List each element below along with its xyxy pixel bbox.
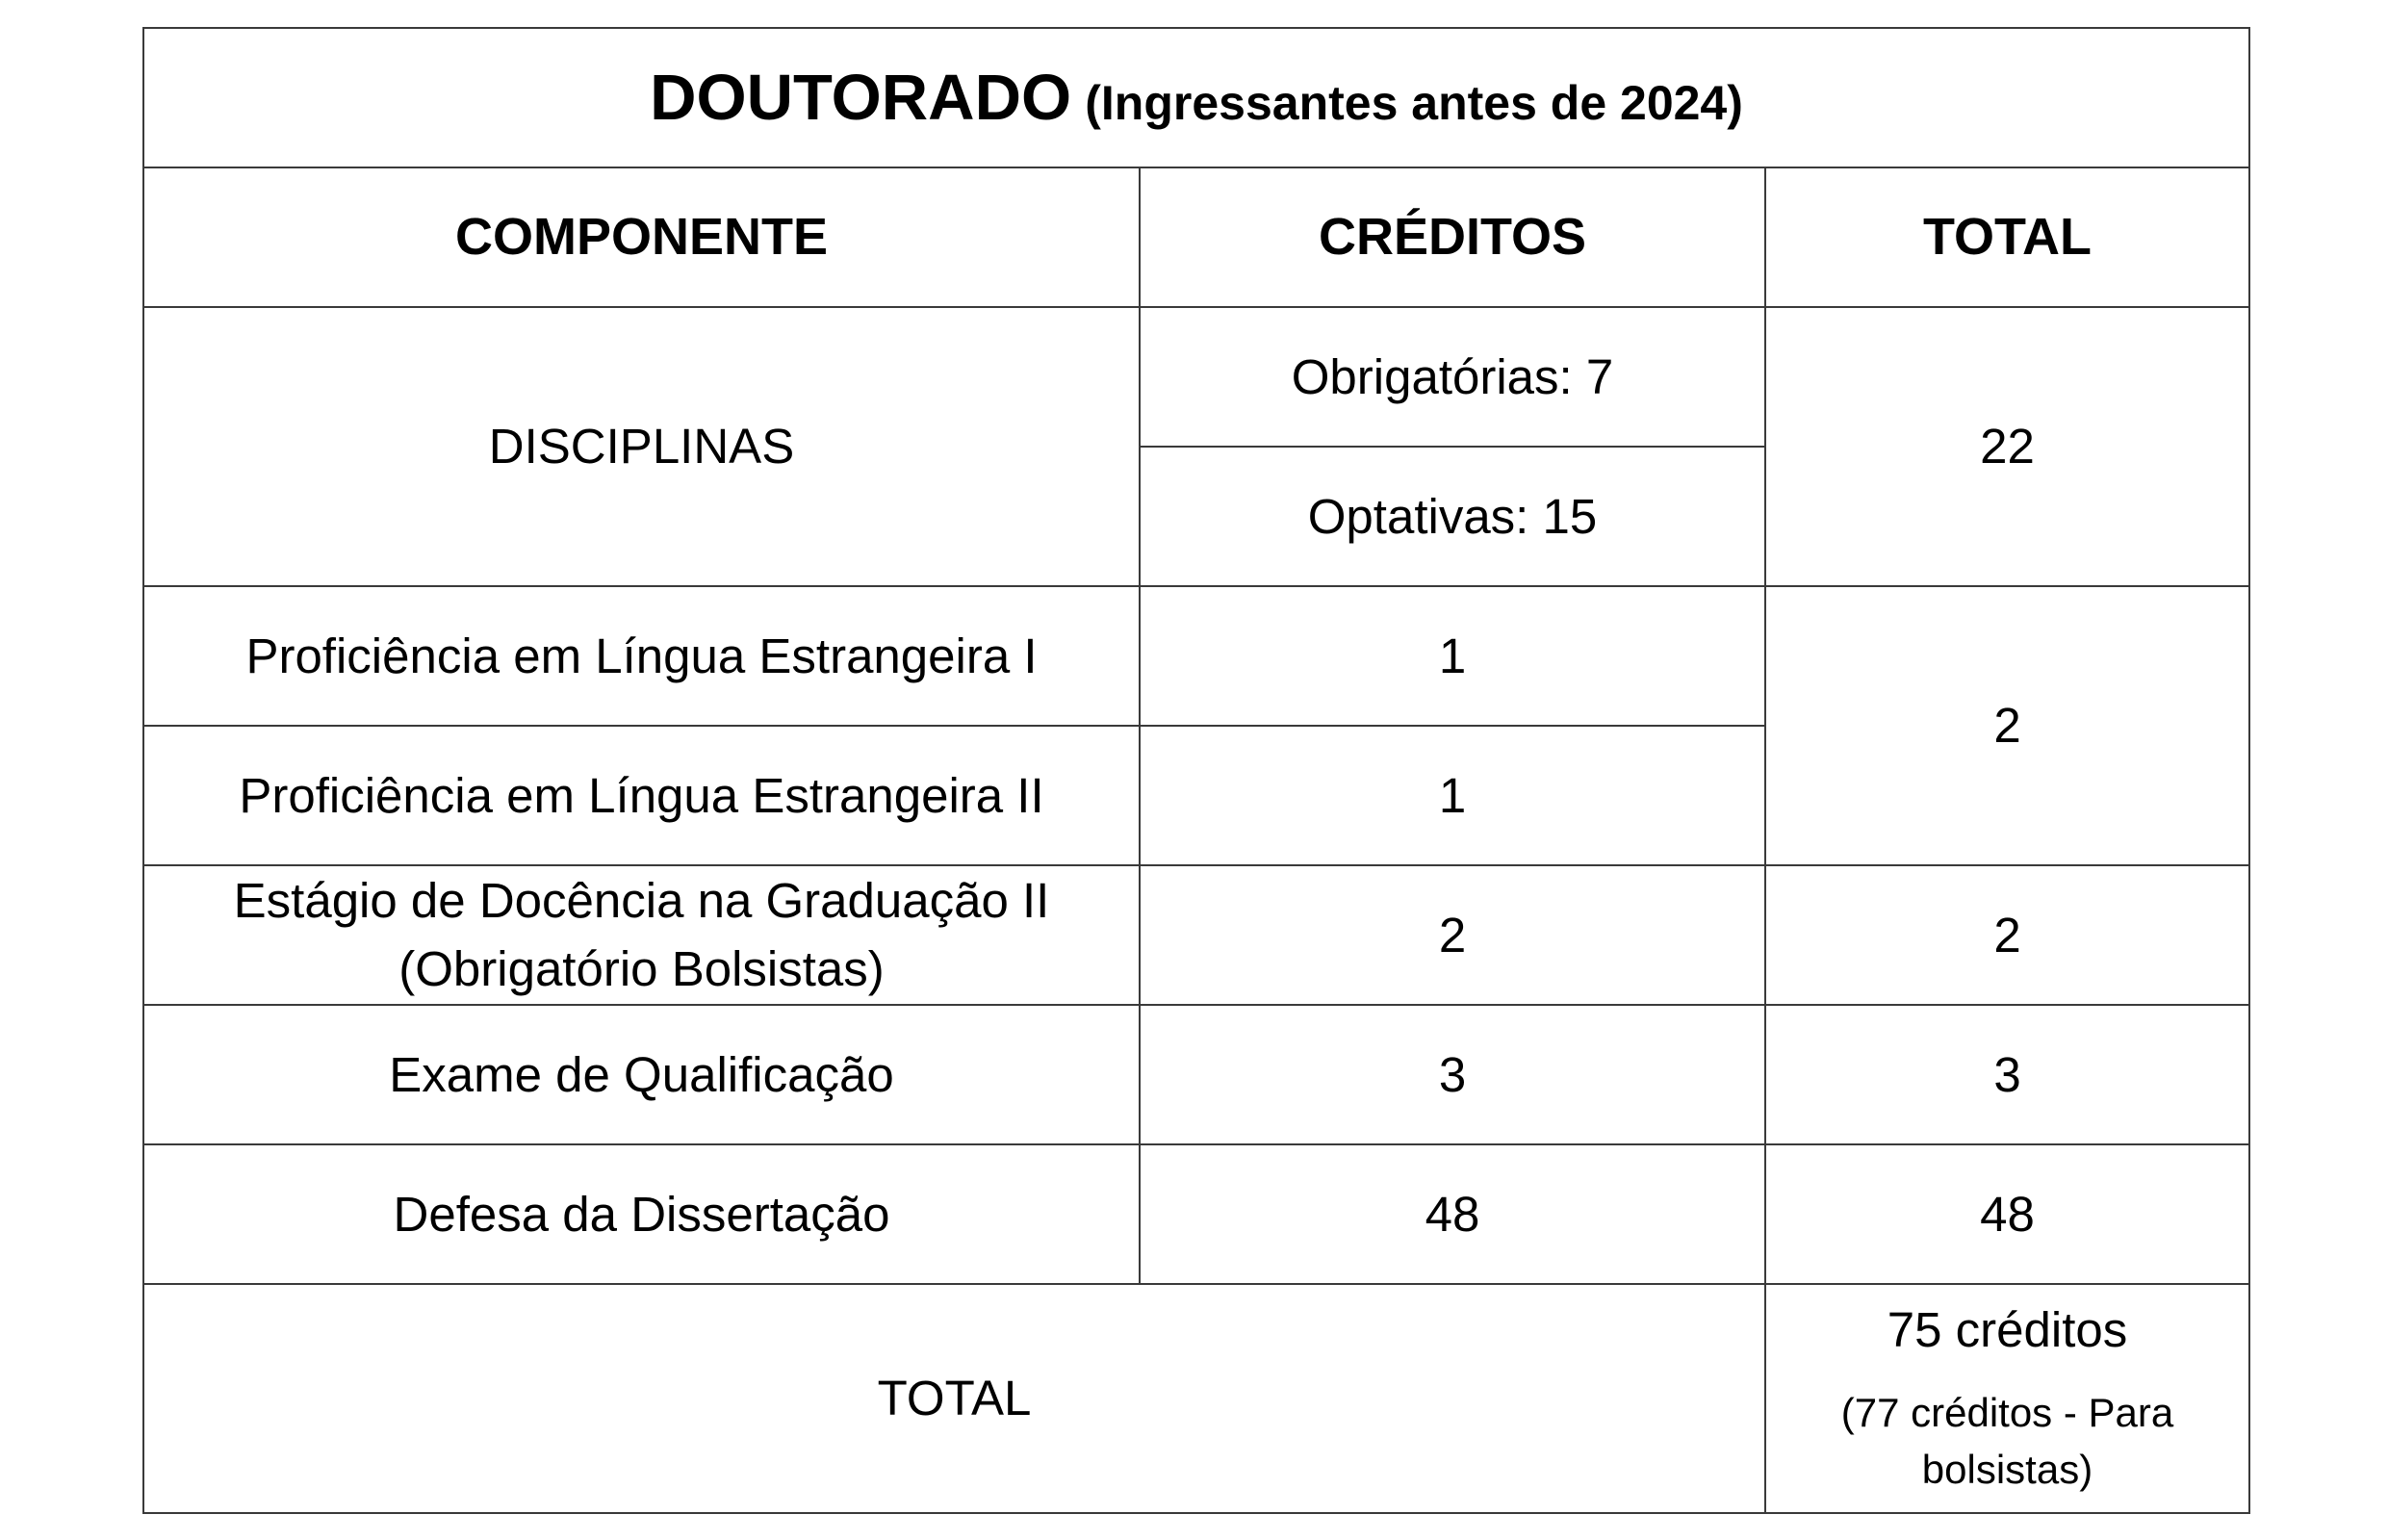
title-sub: (Ingressantes antes de 2024) — [1085, 75, 1743, 130]
defesa-label: Defesa da Dissertação — [143, 1144, 1140, 1284]
title-main: DOUTORADO — [650, 61, 1072, 134]
disciplinas-obrigatorias: Obrigatórias: 7 — [1140, 307, 1765, 447]
estagio-creditos: 2 — [1140, 865, 1765, 1005]
table-title — [143, 28, 2249, 167]
defesa-creditos: 48 — [1140, 1144, 1765, 1284]
proficiencia-1-creditos: 1 — [1140, 586, 1765, 726]
disciplinas-total: 22 — [1765, 307, 2249, 586]
proficiencia-1-label: Proficiência em Língua Estrangeira I — [143, 586, 1140, 726]
table-row-proficiencia-1 — [143, 586, 2249, 726]
footer-total-label: TOTAL — [143, 1284, 1765, 1513]
estagio-label-line2: (Obrigatório Bolsistas) — [398, 940, 885, 996]
footer-note-line1: (77 créditos - Para — [1840, 1389, 2174, 1435]
footer-note-line2: bolsistas) — [1921, 1447, 2093, 1493]
estagio-label — [143, 865, 1140, 1005]
proficiencia-2-label: Proficiência em Língua Estrangeira II — [143, 726, 1140, 865]
footer-total-value-cell — [1765, 1284, 2249, 1513]
header-creditos: CRÉDITOS — [1140, 167, 1765, 307]
table-row-exame — [143, 1005, 2249, 1144]
credits-table-frame — [142, 27, 2248, 1514]
table-row-defesa — [143, 1144, 2249, 1284]
footer-total-value: 75 créditos — [1887, 1302, 2128, 1358]
estagio-label-line1: Estágio de Docência na Graduação II — [233, 873, 1050, 929]
defesa-total: 48 — [1765, 1144, 2249, 1284]
credits-table — [142, 27, 2250, 1514]
table-row-total — [143, 1284, 2249, 1513]
exame-label: Exame de Qualificação — [143, 1005, 1140, 1144]
disciplinas-optativas: Optativas: 15 — [1140, 447, 1765, 586]
proficiencia-total: 2 — [1765, 586, 2249, 865]
estagio-total: 2 — [1765, 865, 2249, 1005]
table-row-estagio — [143, 865, 2249, 1005]
title-row — [143, 28, 2249, 167]
header-total: TOTAL — [1765, 167, 2249, 307]
table-row-disciplinas-1 — [143, 307, 2249, 447]
header-componente: COMPONENTE — [143, 167, 1140, 307]
footer-total-note — [1774, 1384, 2241, 1499]
disciplinas-label: DISCIPLINAS — [143, 307, 1140, 586]
header-row — [143, 167, 2249, 307]
proficiencia-2-creditos: 1 — [1140, 726, 1765, 865]
exame-total: 3 — [1765, 1005, 2249, 1144]
exame-creditos: 3 — [1140, 1005, 1765, 1144]
